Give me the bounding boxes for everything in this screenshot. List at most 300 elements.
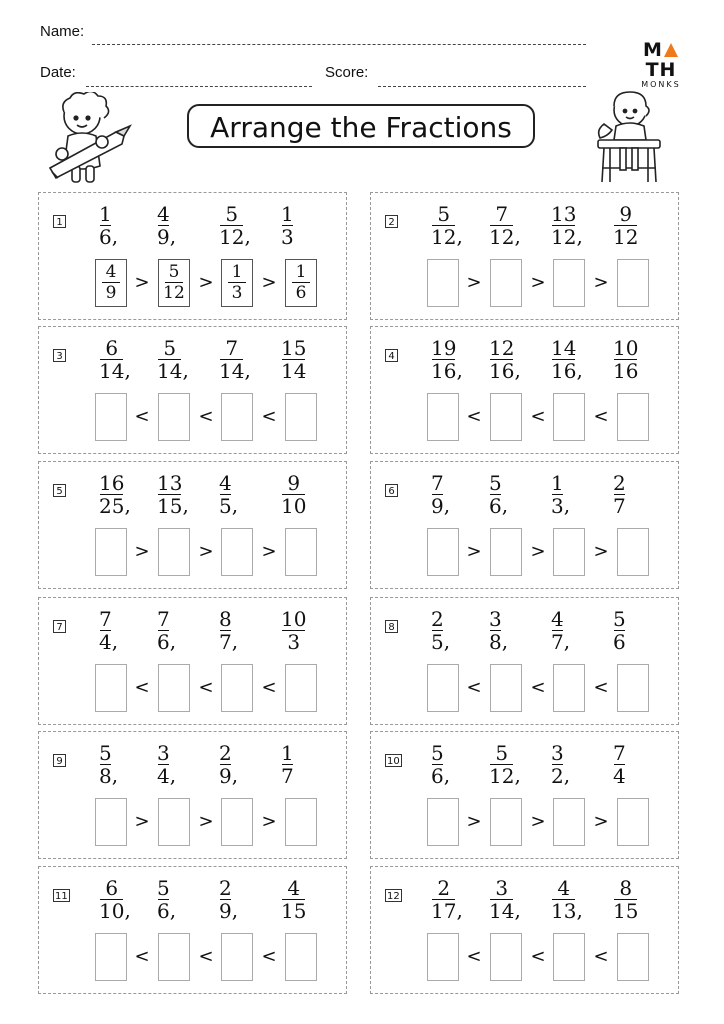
answer-box[interactable] bbox=[285, 259, 317, 307]
comma-separator: , bbox=[501, 629, 509, 653]
problem-panel-3 bbox=[38, 326, 347, 454]
denominator: 16 bbox=[551, 359, 577, 383]
denominator: 16 bbox=[613, 359, 639, 383]
numerator: 3 bbox=[157, 741, 170, 765]
fraction bbox=[157, 203, 176, 248]
fraction bbox=[99, 203, 118, 248]
answer-box[interactable] bbox=[95, 259, 127, 307]
comma-separator: , bbox=[514, 898, 521, 922]
fraction-list bbox=[431, 608, 671, 658]
boy-with-pencil-illustration bbox=[42, 92, 134, 188]
numerator: 4 bbox=[219, 471, 232, 495]
fraction-list bbox=[431, 742, 671, 792]
comparison-operator: < bbox=[198, 946, 214, 967]
denominator: 6 bbox=[157, 630, 170, 654]
comparison-operator: < bbox=[593, 406, 609, 427]
answer-box[interactable] bbox=[285, 393, 317, 441]
answer-row bbox=[427, 259, 667, 309]
answer-box[interactable] bbox=[95, 393, 127, 441]
problem-number: 3 bbox=[53, 349, 66, 362]
comma-separator: , bbox=[111, 763, 119, 787]
logo-text-m: M bbox=[643, 39, 663, 61]
denominator: 3 bbox=[281, 225, 294, 249]
problem-panel-1 bbox=[38, 192, 347, 320]
answer-box[interactable] bbox=[617, 798, 649, 846]
answer-box[interactable] bbox=[617, 393, 649, 441]
answer-box[interactable] bbox=[490, 798, 522, 846]
answer-box[interactable] bbox=[553, 393, 585, 441]
fraction-list bbox=[431, 337, 671, 387]
comma-separator: , bbox=[514, 358, 521, 382]
fraction bbox=[489, 472, 508, 517]
problem-number: 11 bbox=[55, 891, 68, 902]
problem-panel-10 bbox=[370, 731, 679, 859]
fraction bbox=[431, 877, 463, 922]
score-label: Score: bbox=[325, 64, 369, 81]
problem-panel-6 bbox=[370, 461, 679, 589]
comma-separator: , bbox=[244, 224, 251, 248]
comparison-operator: > bbox=[134, 541, 150, 562]
fraction-list bbox=[99, 877, 339, 927]
answer-box[interactable] bbox=[553, 664, 585, 712]
fraction bbox=[613, 742, 626, 787]
comma-separator: , bbox=[111, 629, 119, 653]
fraction bbox=[281, 742, 294, 787]
fraction bbox=[551, 742, 570, 787]
answer-box[interactable] bbox=[553, 528, 585, 576]
comma-separator: , bbox=[231, 493, 239, 517]
numerator: 15 bbox=[281, 336, 307, 360]
fraction bbox=[219, 877, 238, 922]
numerator: 5 bbox=[489, 471, 502, 495]
answer-numerator: 1 bbox=[231, 262, 243, 282]
denominator: 12 bbox=[613, 225, 639, 249]
fraction bbox=[489, 203, 521, 248]
fraction bbox=[99, 472, 131, 517]
numerator: 10 bbox=[281, 607, 307, 631]
answer-box[interactable] bbox=[285, 528, 317, 576]
answer-row bbox=[95, 259, 335, 309]
numerator: 12 bbox=[489, 336, 515, 360]
comma-separator: , bbox=[514, 224, 521, 248]
answer-denominator: 9 bbox=[105, 283, 117, 303]
numerator: 1 bbox=[551, 471, 564, 495]
denominator: 25 bbox=[99, 494, 125, 518]
answer-box[interactable] bbox=[95, 528, 127, 576]
numerator: 1 bbox=[281, 741, 294, 765]
answer-box[interactable] bbox=[285, 798, 317, 846]
answer-box[interactable] bbox=[427, 393, 459, 441]
fraction bbox=[281, 203, 294, 248]
problem-panel-7 bbox=[38, 597, 347, 725]
denominator: 2 bbox=[551, 764, 564, 788]
comma-separator: , bbox=[124, 898, 131, 922]
answer-row bbox=[95, 933, 335, 983]
denominator: 8 bbox=[99, 764, 112, 788]
numerator: 5 bbox=[157, 876, 170, 900]
numerator: 1 bbox=[99, 202, 112, 226]
denominator: 15 bbox=[157, 494, 183, 518]
denominator: 6 bbox=[99, 225, 112, 249]
fraction bbox=[157, 608, 176, 653]
numerator: 4 bbox=[557, 876, 571, 900]
denominator: 6 bbox=[157, 899, 170, 923]
answer-box[interactable] bbox=[427, 259, 459, 307]
comma-separator: , bbox=[456, 358, 463, 382]
problem-panel-9 bbox=[38, 731, 347, 859]
answer-box[interactable] bbox=[221, 528, 253, 576]
denominator: 7 bbox=[219, 630, 232, 654]
fraction-list bbox=[431, 203, 671, 253]
numerator: 6 bbox=[105, 876, 119, 900]
problem-number: 4 bbox=[385, 349, 398, 362]
fraction-list bbox=[99, 203, 339, 253]
fraction bbox=[551, 203, 583, 248]
denominator: 10 bbox=[281, 494, 307, 518]
denominator: 3 bbox=[551, 494, 564, 518]
answer-box[interactable] bbox=[285, 664, 317, 712]
comma-separator: , bbox=[443, 763, 451, 787]
worksheet-title: Arrange the Fractions bbox=[187, 104, 535, 148]
fraction bbox=[551, 877, 583, 922]
denominator: 14 bbox=[99, 359, 125, 383]
comma-separator: , bbox=[169, 898, 177, 922]
problem-number: 9 bbox=[53, 754, 66, 767]
girl-at-desk-illustration bbox=[592, 88, 666, 186]
answer-box[interactable] bbox=[285, 933, 317, 981]
answer-box[interactable] bbox=[427, 933, 459, 981]
comma-separator: , bbox=[231, 898, 239, 922]
fraction bbox=[157, 337, 189, 382]
answer-box[interactable] bbox=[427, 528, 459, 576]
answer-box[interactable] bbox=[221, 933, 253, 981]
comparison-operator: > bbox=[466, 272, 482, 293]
denominator: 14 bbox=[219, 359, 245, 383]
date-line[interactable] bbox=[86, 86, 312, 87]
date-label: Date: bbox=[40, 64, 76, 81]
comparison-operator: > bbox=[530, 272, 546, 293]
comparison-operator: > bbox=[198, 272, 214, 293]
fraction bbox=[99, 608, 118, 653]
fraction bbox=[99, 742, 118, 787]
denominator: 6 bbox=[489, 494, 502, 518]
problem-number: 2 bbox=[385, 215, 398, 228]
fraction bbox=[613, 608, 626, 653]
denominator: 12 bbox=[431, 225, 457, 249]
denominator: 4 bbox=[157, 764, 170, 788]
name-label: Name: bbox=[40, 23, 85, 40]
comparison-operator: > bbox=[134, 272, 150, 293]
numerator: 10 bbox=[613, 336, 639, 360]
comma-separator: , bbox=[576, 224, 583, 248]
denominator: 5 bbox=[219, 494, 232, 518]
comma-separator: , bbox=[576, 898, 583, 922]
numerator: 3 bbox=[489, 607, 502, 631]
fraction bbox=[431, 608, 450, 653]
answer-row bbox=[95, 664, 335, 714]
denominator: 9 bbox=[431, 494, 444, 518]
denominator: 9 bbox=[219, 764, 232, 788]
fraction bbox=[489, 877, 521, 922]
comparison-operator: > bbox=[530, 811, 546, 832]
comparison-operator: > bbox=[466, 811, 482, 832]
numerator: 6 bbox=[105, 336, 119, 360]
comparison-operator: < bbox=[530, 946, 546, 967]
denominator: 14 bbox=[157, 359, 183, 383]
answer-box[interactable] bbox=[553, 798, 585, 846]
comparison-operator: > bbox=[261, 811, 277, 832]
numerator: 14 bbox=[551, 336, 577, 360]
numerator: 8 bbox=[619, 876, 633, 900]
numerator: 19 bbox=[431, 336, 457, 360]
problem-panel-8 bbox=[370, 597, 679, 725]
fraction bbox=[489, 337, 521, 382]
comparison-operator: < bbox=[593, 946, 609, 967]
problem-number: 5 bbox=[53, 484, 66, 497]
comparison-operator: < bbox=[198, 406, 214, 427]
comparison-operator: > bbox=[198, 811, 214, 832]
fraction bbox=[219, 203, 251, 248]
denominator: 15 bbox=[613, 899, 639, 923]
fraction bbox=[551, 472, 570, 517]
numerator: 5 bbox=[437, 202, 451, 226]
problem-number: 8 bbox=[385, 620, 398, 633]
answer-box[interactable] bbox=[158, 664, 190, 712]
fraction bbox=[281, 337, 306, 382]
fraction bbox=[613, 877, 638, 922]
denominator: 4 bbox=[613, 764, 626, 788]
comparison-operator: < bbox=[134, 946, 150, 967]
problem-panel-2 bbox=[370, 192, 679, 320]
answer-box[interactable] bbox=[617, 933, 649, 981]
denominator: 15 bbox=[281, 899, 307, 923]
denominator: 12 bbox=[489, 225, 515, 249]
numerator: 9 bbox=[619, 202, 633, 226]
answer-box[interactable] bbox=[490, 259, 522, 307]
answer-row bbox=[427, 664, 667, 714]
comma-separator: , bbox=[456, 898, 463, 922]
problem-number: 7 bbox=[53, 620, 66, 633]
answer-row bbox=[427, 393, 667, 443]
answer-box[interactable] bbox=[158, 259, 190, 307]
answer-row bbox=[427, 528, 667, 578]
numerator: 13 bbox=[157, 471, 183, 495]
answer-row bbox=[427, 933, 667, 983]
comma-separator: , bbox=[456, 224, 463, 248]
answer-box[interactable] bbox=[617, 664, 649, 712]
numerator: 7 bbox=[157, 607, 170, 631]
comparison-operator: < bbox=[466, 677, 482, 698]
answer-box[interactable] bbox=[95, 933, 127, 981]
numerator: 3 bbox=[551, 741, 564, 765]
comparison-operator: < bbox=[198, 677, 214, 698]
math-monks-logo bbox=[630, 40, 692, 90]
numerator: 16 bbox=[99, 471, 125, 495]
comma-separator: , bbox=[231, 629, 239, 653]
denominator: 13 bbox=[551, 899, 577, 923]
answer-box[interactable] bbox=[221, 259, 253, 307]
answer-box[interactable] bbox=[490, 528, 522, 576]
fraction-list bbox=[99, 742, 339, 792]
answer-denominator: 6 bbox=[295, 283, 307, 303]
numerator: 4 bbox=[287, 876, 301, 900]
comparison-operator: < bbox=[593, 677, 609, 698]
fraction-list bbox=[99, 337, 339, 387]
fraction bbox=[613, 337, 638, 382]
fraction bbox=[157, 742, 176, 787]
denominator: 12 bbox=[219, 225, 245, 249]
comma-separator: , bbox=[576, 358, 583, 382]
comparison-operator: > bbox=[134, 811, 150, 832]
comma-separator: , bbox=[169, 224, 177, 248]
denominator: 3 bbox=[287, 630, 301, 654]
fraction-list bbox=[99, 472, 339, 522]
denominator: 12 bbox=[551, 225, 577, 249]
numerator: 2 bbox=[219, 741, 232, 765]
comma-separator: , bbox=[244, 358, 251, 382]
fraction bbox=[99, 337, 131, 382]
comparison-operator: < bbox=[134, 677, 150, 698]
comma-separator: , bbox=[563, 629, 571, 653]
comparison-operator: > bbox=[261, 272, 277, 293]
numerator: 9 bbox=[287, 471, 301, 495]
denominator: 9 bbox=[219, 899, 232, 923]
numerator: 5 bbox=[163, 336, 177, 360]
logo-triangle-icon bbox=[664, 43, 678, 57]
answer-box[interactable] bbox=[490, 933, 522, 981]
comparison-operator: < bbox=[466, 406, 482, 427]
numerator: 4 bbox=[551, 607, 564, 631]
answer-denominator: 3 bbox=[231, 283, 243, 303]
fraction bbox=[281, 472, 306, 517]
denominator: 9 bbox=[157, 225, 170, 249]
denominator: 16 bbox=[431, 359, 457, 383]
answer-box[interactable] bbox=[158, 528, 190, 576]
answer-box[interactable] bbox=[427, 798, 459, 846]
answer-box[interactable] bbox=[553, 259, 585, 307]
comma-separator: , bbox=[563, 493, 571, 517]
answer-numerator: 5 bbox=[168, 262, 180, 282]
answer-row bbox=[95, 528, 335, 578]
numerator: 13 bbox=[551, 202, 577, 226]
comparison-operator: < bbox=[261, 406, 277, 427]
denominator: 14 bbox=[489, 899, 515, 923]
comparison-operator: < bbox=[261, 677, 277, 698]
fraction bbox=[613, 203, 638, 248]
score-line[interactable] bbox=[378, 86, 586, 87]
comma-separator: , bbox=[443, 629, 451, 653]
denominator: 7 bbox=[281, 764, 294, 788]
fraction bbox=[489, 608, 508, 653]
fraction bbox=[489, 742, 521, 787]
comma-separator: , bbox=[124, 493, 131, 517]
comparison-operator: > bbox=[466, 541, 482, 562]
denominator: 4 bbox=[99, 630, 112, 654]
comma-separator: , bbox=[124, 358, 131, 382]
comma-separator: , bbox=[169, 763, 177, 787]
problem-panel-11 bbox=[38, 866, 347, 994]
fraction-list bbox=[99, 608, 339, 658]
denominator: 5 bbox=[431, 630, 444, 654]
numerator: 3 bbox=[495, 876, 509, 900]
answer-box[interactable] bbox=[95, 664, 127, 712]
problem-number: 10 bbox=[387, 756, 400, 767]
answer-box[interactable] bbox=[617, 259, 649, 307]
comma-separator: , bbox=[514, 763, 521, 787]
denominator: 8 bbox=[489, 630, 502, 654]
fraction-list bbox=[431, 472, 671, 522]
fraction bbox=[219, 472, 238, 517]
comparison-operator: > bbox=[593, 272, 609, 293]
fraction bbox=[281, 877, 306, 922]
fraction bbox=[431, 472, 450, 517]
fraction bbox=[431, 337, 463, 382]
name-line[interactable] bbox=[92, 44, 586, 45]
answer-numerator: 4 bbox=[105, 262, 117, 282]
fraction bbox=[99, 877, 131, 922]
numerator: 2 bbox=[219, 876, 232, 900]
denominator: 12 bbox=[489, 764, 515, 788]
fraction bbox=[551, 608, 570, 653]
denominator: 7 bbox=[613, 494, 626, 518]
answer-box[interactable] bbox=[427, 664, 459, 712]
logo-subtext: MONKS bbox=[641, 80, 681, 89]
fraction bbox=[551, 337, 583, 382]
denominator: 16 bbox=[489, 359, 515, 383]
fraction bbox=[157, 472, 189, 517]
answer-box[interactable] bbox=[221, 393, 253, 441]
denominator: 17 bbox=[431, 899, 457, 923]
problem-number: 1 bbox=[53, 215, 66, 228]
comparison-operator: > bbox=[593, 811, 609, 832]
numerator: 1 bbox=[281, 202, 294, 226]
problem-panel-12 bbox=[370, 866, 679, 994]
numerator: 2 bbox=[431, 607, 444, 631]
fraction bbox=[613, 472, 626, 517]
numerator: 7 bbox=[431, 471, 444, 495]
comparison-operator: < bbox=[134, 406, 150, 427]
answer-box[interactable] bbox=[158, 393, 190, 441]
answer-box[interactable] bbox=[490, 393, 522, 441]
numerator: 7 bbox=[99, 607, 112, 631]
answer-box[interactable] bbox=[158, 798, 190, 846]
fraction bbox=[219, 742, 238, 787]
answer-box[interactable] bbox=[95, 798, 127, 846]
comma-separator: , bbox=[182, 358, 189, 382]
problem-number: 6 bbox=[385, 484, 398, 497]
answer-box[interactable] bbox=[221, 798, 253, 846]
answer-denominator: 12 bbox=[163, 283, 185, 303]
comma-separator: , bbox=[443, 493, 451, 517]
comparison-operator: > bbox=[198, 541, 214, 562]
comparison-operator: > bbox=[593, 541, 609, 562]
answer-box[interactable] bbox=[158, 933, 190, 981]
numerator: 7 bbox=[495, 202, 509, 226]
answer-box[interactable] bbox=[490, 664, 522, 712]
fraction bbox=[219, 608, 238, 653]
answer-box[interactable] bbox=[221, 664, 253, 712]
comparison-operator: < bbox=[530, 406, 546, 427]
answer-row bbox=[95, 798, 335, 848]
answer-box[interactable] bbox=[553, 933, 585, 981]
numerator: 2 bbox=[613, 471, 626, 495]
numerator: 4 bbox=[157, 202, 170, 226]
denominator: 6 bbox=[613, 630, 626, 654]
comparison-operator: > bbox=[530, 541, 546, 562]
answer-box[interactable] bbox=[617, 528, 649, 576]
comparison-operator: < bbox=[530, 677, 546, 698]
numerator: 5 bbox=[613, 607, 626, 631]
